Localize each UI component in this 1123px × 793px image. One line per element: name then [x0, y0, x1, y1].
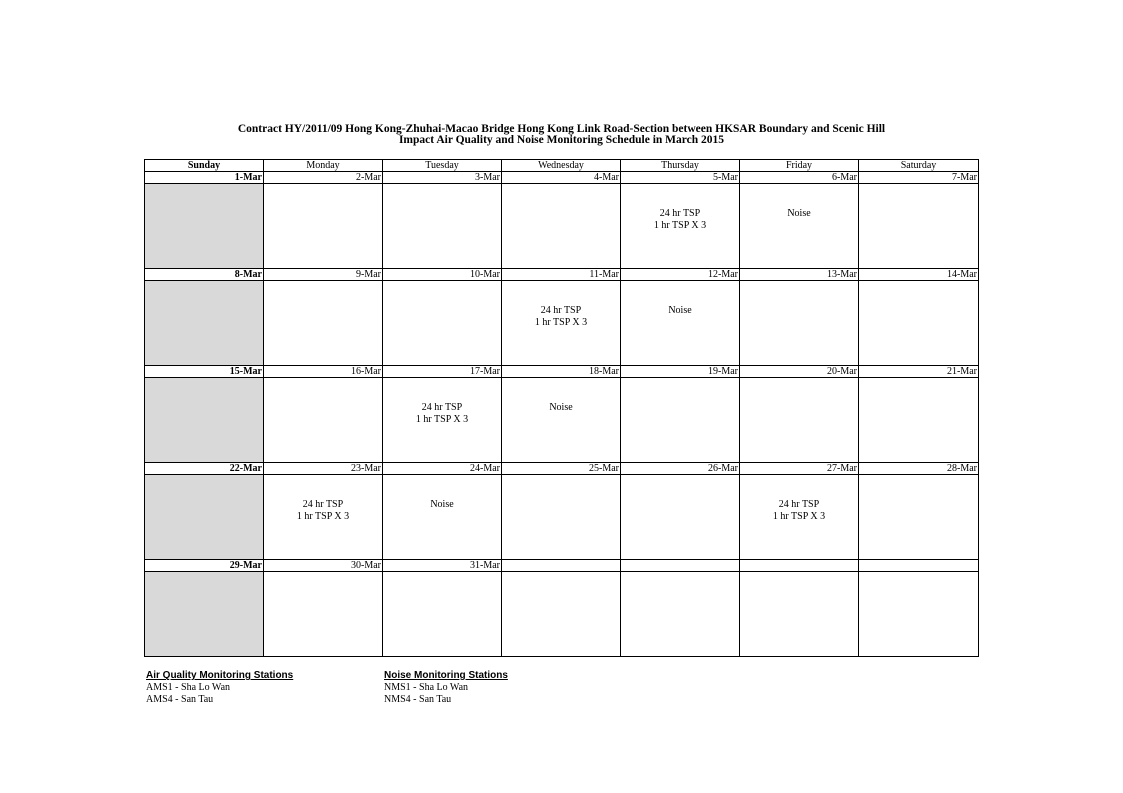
- day-date: 23-Mar: [264, 463, 383, 475]
- day-cell: [383, 184, 502, 269]
- day-date: 26-Mar: [621, 463, 740, 475]
- week-body-row: [145, 281, 979, 366]
- day-cell: [502, 281, 621, 366]
- monitoring-event: 24 hr TSP: [421, 402, 463, 413]
- day-cell: [621, 378, 740, 463]
- weekday-header: Sunday: [145, 160, 264, 172]
- weekday-header: Wednesday: [502, 160, 621, 172]
- day-cell: [740, 572, 859, 657]
- day-cell: [383, 281, 502, 366]
- week-date-row: [145, 366, 979, 378]
- weekday-header-row: [145, 160, 979, 172]
- day-cell: [502, 572, 621, 657]
- day-date: 3-Mar: [383, 172, 502, 184]
- day-date: 14-Mar: [859, 269, 979, 281]
- weekday-header: Tuesday: [383, 160, 502, 172]
- day-date: 11-Mar: [502, 269, 621, 281]
- day-cell: [502, 475, 621, 560]
- day-date: 9-Mar: [264, 269, 383, 281]
- week-body-row: [145, 572, 979, 657]
- monitoring-event: 1 hr TSP X 3: [415, 414, 469, 425]
- day-cell: [264, 378, 383, 463]
- day-cell: [859, 475, 979, 560]
- day-date: 19-Mar: [621, 366, 740, 378]
- day-cell: [145, 184, 264, 269]
- day-cell: [740, 281, 859, 366]
- week-body-row: [145, 378, 979, 463]
- day-date: 12-Mar: [621, 269, 740, 281]
- week-date-row: [145, 463, 979, 475]
- day-date: 5-Mar: [621, 172, 740, 184]
- day-date: 22-Mar: [145, 463, 264, 475]
- day-date: 1-Mar: [145, 172, 264, 184]
- day-cell: [859, 572, 979, 657]
- day-date: 7-Mar: [859, 172, 979, 184]
- monitoring-event: 24 hr TSP: [302, 499, 344, 510]
- monitoring-events: [621, 208, 739, 232]
- weekday-header: Thursday: [621, 160, 740, 172]
- day-cell: [502, 378, 621, 463]
- day-date: 24-Mar: [383, 463, 502, 475]
- day-date: 25-Mar: [502, 463, 621, 475]
- air-quality-legend: [146, 670, 293, 706]
- day-date: 10-Mar: [383, 269, 502, 281]
- day-cell: [383, 378, 502, 463]
- title-line-1: Contract HY/2011/09 Hong Kong-Zhuhai-Macao Bridge Hong Kong Link Road-Section between HKSAR Boundary and Scenic Hill: [237, 123, 886, 135]
- week-body-row: [145, 475, 979, 560]
- monitoring-events: [264, 499, 382, 523]
- monitoring-events: [383, 499, 501, 511]
- day-date: 27-Mar: [740, 463, 859, 475]
- weekday-header: Saturday: [859, 160, 979, 172]
- week-date-row: [145, 172, 979, 184]
- day-cell: [621, 572, 740, 657]
- day-date: 20-Mar: [740, 366, 859, 378]
- day-cell: [621, 281, 740, 366]
- week-date-row: [145, 269, 979, 281]
- monitoring-events: [740, 208, 858, 220]
- day-cell: [145, 281, 264, 366]
- weekday-header: Friday: [740, 160, 859, 172]
- monitoring-event: 1 hr TSP X 3: [772, 511, 826, 522]
- page-title: [0, 124, 1123, 146]
- monitoring-event: 1 hr TSP X 3: [653, 220, 707, 231]
- day-date: 8-Mar: [145, 269, 264, 281]
- day-cell: [264, 281, 383, 366]
- air-quality-legend-heading: Air Quality Monitoring Stations: [146, 670, 294, 681]
- day-cell: [859, 378, 979, 463]
- monitoring-event: Noise: [787, 208, 811, 219]
- schedule-calendar: [144, 159, 979, 657]
- day-cell: [383, 475, 502, 560]
- day-cell: [621, 184, 740, 269]
- day-cell: [859, 281, 979, 366]
- day-cell: [383, 572, 502, 657]
- day-date: 16-Mar: [264, 366, 383, 378]
- day-cell: [145, 378, 264, 463]
- title-line-2: Impact Air Quality and Noise Monitoring Schedule in March 2015: [398, 134, 725, 146]
- day-date: 31-Mar: [383, 560, 502, 572]
- day-cell: [502, 184, 621, 269]
- monitoring-event: 1 hr TSP X 3: [296, 511, 350, 522]
- day-cell: [740, 378, 859, 463]
- air-quality-station: AMS4 - San Tau: [146, 694, 214, 705]
- monitoring-events: [740, 499, 858, 523]
- monitoring-event: 24 hr TSP: [778, 499, 820, 510]
- day-date: 28-Mar: [859, 463, 979, 475]
- day-date: [621, 560, 740, 572]
- day-date: 29-Mar: [145, 560, 264, 572]
- monitoring-event: 24 hr TSP: [659, 208, 701, 219]
- day-date: 6-Mar: [740, 172, 859, 184]
- monitoring-event: Noise: [668, 305, 692, 316]
- noise-station: NMS1 - Sha Lo Wan: [384, 682, 469, 693]
- day-cell: [621, 475, 740, 560]
- monitoring-events: [502, 305, 620, 329]
- day-cell: [264, 572, 383, 657]
- day-cell: [740, 184, 859, 269]
- air-quality-station: AMS1 - Sha Lo Wan: [146, 682, 231, 693]
- weekday-header: Monday: [264, 160, 383, 172]
- day-date: 4-Mar: [502, 172, 621, 184]
- week-date-row: [145, 560, 979, 572]
- day-cell: [145, 572, 264, 657]
- day-date: [502, 560, 621, 572]
- monitoring-event: 24 hr TSP: [540, 305, 582, 316]
- day-date: 13-Mar: [740, 269, 859, 281]
- day-cell: [264, 475, 383, 560]
- day-date: 17-Mar: [383, 366, 502, 378]
- day-date: 18-Mar: [502, 366, 621, 378]
- day-cell: [740, 475, 859, 560]
- day-date: 2-Mar: [264, 172, 383, 184]
- noise-station: NMS4 - San Tau: [384, 694, 452, 705]
- day-cell: [145, 475, 264, 560]
- day-date: [859, 560, 979, 572]
- monitoring-events: [502, 402, 620, 414]
- week-body-row: [145, 184, 979, 269]
- day-cell: [859, 184, 979, 269]
- day-date: [740, 560, 859, 572]
- noise-legend: [384, 670, 508, 706]
- noise-legend-heading: Noise Monitoring Stations: [384, 670, 508, 681]
- day-date: 30-Mar: [264, 560, 383, 572]
- day-date: 15-Mar: [145, 366, 264, 378]
- monitoring-event: Noise: [430, 499, 454, 510]
- monitoring-event: 1 hr TSP X 3: [534, 317, 588, 328]
- calendar-weeks: [145, 172, 979, 657]
- day-date: 21-Mar: [859, 366, 979, 378]
- monitoring-event: Noise: [549, 402, 573, 413]
- monitoring-events: [383, 402, 501, 426]
- day-cell: [264, 184, 383, 269]
- monitoring-events: [621, 305, 739, 317]
